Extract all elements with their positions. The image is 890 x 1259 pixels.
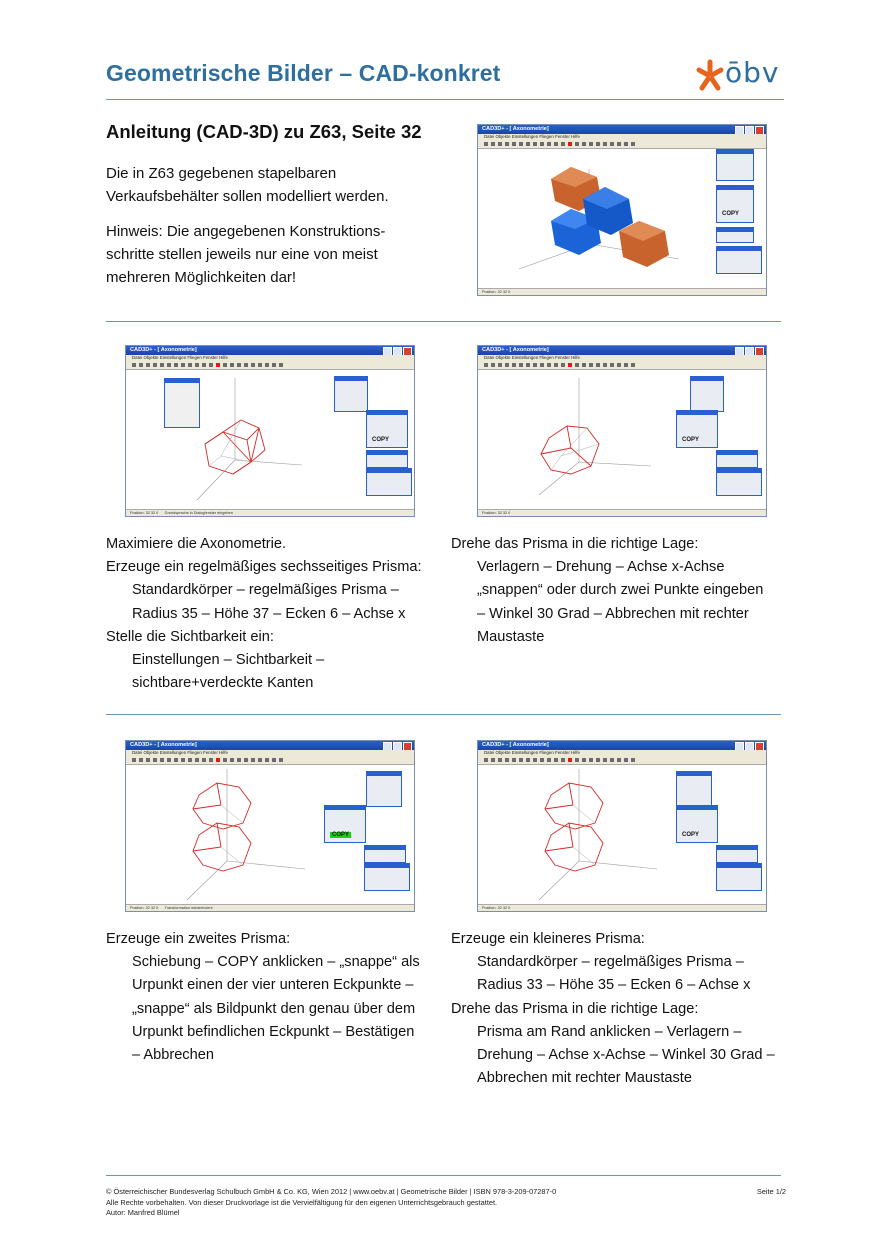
toolbar	[478, 756, 766, 765]
toolbar-icon	[167, 758, 171, 762]
step-line: Einstellungen – Sichtbarkeit –	[132, 652, 325, 669]
copy-label: COPY	[722, 211, 740, 217]
tool-palette	[366, 450, 408, 468]
tool-palette	[676, 805, 718, 843]
toolbar-icon	[209, 363, 213, 367]
toolbar-icon	[195, 363, 199, 367]
tool-palette	[716, 149, 754, 181]
toolbar-icon	[188, 363, 192, 367]
step-line: Drehe das Prisma in die richtige Lage:	[451, 536, 699, 552]
toolbar-icon	[237, 363, 241, 367]
toolbar-icon	[596, 758, 600, 762]
step-line: Maustaste	[477, 628, 545, 645]
intro-line: Verkaufsbehälter sollen modelliert werden.	[106, 188, 389, 205]
toolbar-icon	[547, 363, 551, 367]
tool-palette	[364, 845, 406, 863]
toolbar-icon	[244, 758, 248, 762]
toolbar-icon	[484, 142, 488, 146]
copy-label: COPY	[682, 832, 700, 838]
status-position: Position: 32 32 0	[130, 511, 159, 515]
toolbar-icon	[251, 758, 255, 762]
step-line: Standardkörper – regelmäßiges Prisma –	[132, 582, 399, 599]
toolbar-icon	[561, 363, 565, 367]
toolbar-icon	[575, 142, 579, 146]
toolbar-icon	[533, 142, 537, 146]
status-bar	[126, 904, 414, 911]
step3-instructions	[106, 928, 451, 1067]
toolbar-icon	[519, 758, 523, 762]
step-line: Standardkörper – regelmäßiges Prisma –	[477, 954, 744, 971]
toolbar-icon	[174, 363, 178, 367]
toolbar-icon	[554, 142, 558, 146]
toolbar-icon	[519, 363, 523, 367]
cad-screenshot-step4	[477, 740, 767, 912]
step-line: – Winkel 30 Grad – Abbrechen mit rechter	[477, 605, 749, 622]
toolbar-icon	[617, 363, 621, 367]
toolbar-icon	[575, 363, 579, 367]
toolbar-icon	[132, 758, 136, 762]
status-bar: Position: 32 32 0	[478, 904, 766, 911]
toolbar-icon	[512, 142, 516, 146]
tool-palette	[334, 376, 368, 412]
toolbar-icon	[624, 142, 628, 146]
cad-screenshot-final	[477, 124, 767, 296]
tool-palette	[366, 410, 408, 448]
intro-line: mehreren Möglichkeiten dar!	[106, 269, 297, 286]
toolbar-icon	[272, 363, 276, 367]
toolbar-icon	[589, 758, 593, 762]
toolbar-icon	[512, 758, 516, 762]
toolbar-icon	[195, 758, 199, 762]
toolbar-icon	[258, 363, 262, 367]
toolbar-icon	[244, 363, 248, 367]
tool-palette	[366, 468, 412, 496]
step2-instructions	[451, 533, 791, 649]
toolbar-icon	[230, 758, 234, 762]
menu-bar: Datei Objekte Einstellungen Fliegen Fenster Hilfe	[126, 750, 414, 756]
toolbar-icon	[582, 142, 586, 146]
toolbar-icon	[519, 142, 523, 146]
toolbar-icon	[491, 363, 495, 367]
tool-palette	[716, 185, 754, 223]
toolbar-icon	[167, 363, 171, 367]
footer	[106, 1187, 786, 1219]
intro-line: Die in Z63 gegebenen stapelbaren	[106, 165, 337, 182]
menu-bar: Datei Objekte Einstellungen Fliegen Fenster Hilfe	[478, 355, 766, 361]
toolbar-icon	[153, 363, 157, 367]
toolbar-icon	[631, 758, 635, 762]
tool-palette	[676, 771, 712, 807]
tool-palette	[364, 863, 410, 891]
logo-star-icon	[695, 58, 725, 92]
toolbar-icon	[484, 758, 488, 762]
toolbar	[126, 361, 414, 370]
toolbar-icon	[484, 363, 488, 367]
step-line: Stelle die Sichtbarkeit ein:	[106, 628, 274, 645]
status-hint: Transformation wiederholen!	[164, 906, 213, 910]
tool-palette	[690, 376, 724, 412]
tool-palette	[716, 468, 762, 496]
toolbar-icon	[209, 758, 213, 762]
toolbar-icon	[561, 758, 565, 762]
copy-label: COPY	[682, 437, 700, 443]
step-line: Urpunkt befindlichen Eckpunkt – Bestätigen	[132, 1023, 415, 1040]
tool-palette	[716, 450, 758, 468]
oebv-logo	[695, 58, 785, 92]
section-rule	[106, 714, 781, 715]
toolbar-icon	[216, 363, 220, 367]
toolbar-icon	[132, 363, 136, 367]
step-line: Drehe das Prisma in die richtige Lage:	[451, 1000, 699, 1017]
toolbar-icon	[568, 363, 572, 367]
toolbar-icon	[505, 142, 509, 146]
toolbar-icon	[610, 142, 614, 146]
toolbar-icon	[505, 363, 509, 367]
toolbar-icon	[505, 758, 509, 762]
toolbar-icon	[491, 758, 495, 762]
tool-palette	[366, 771, 402, 807]
footer-rule	[106, 1175, 781, 1176]
page-title: Anleitung (CAD-3D) zu Z63, Seite 32	[106, 121, 422, 142]
step-line: Verlagern – Drehung – Achse x-Achse	[477, 559, 725, 576]
step-line: Urpunkt einen der vier unteren Eckpunkte –	[132, 977, 414, 994]
toolbar	[478, 361, 766, 370]
intro-text	[106, 162, 456, 301]
toolbar-icon	[603, 363, 607, 367]
toolbar-icon	[533, 363, 537, 367]
toolbar-icon	[603, 142, 607, 146]
toolbar-icon	[223, 363, 227, 367]
toolbar-icon	[216, 758, 220, 762]
section-rule	[106, 321, 781, 322]
toolbar-icon	[526, 142, 530, 146]
step-line: Prisma am Rand anklicken – Verlagern –	[477, 1023, 742, 1040]
toolbar-icon	[624, 758, 628, 762]
status-bar	[126, 509, 414, 516]
toolbar-icon	[265, 363, 269, 367]
footer-copyright: © Österreichischer Bundesverlag Schulbuch GmbH & Co. KG, Wien 2012 | www.oebv.at | Geometrische Bilder | ISBN 978-3-209-07287-0	[106, 1187, 557, 1196]
toolbar-icon	[512, 363, 516, 367]
step-line: Schiebung – COPY anklicken – „snappe“ als	[132, 954, 420, 971]
cad-screenshot-step1	[125, 345, 415, 517]
status-position: Position: 32 32 0	[130, 906, 159, 910]
intro-line: Hinweis: Die angegebenen Konstruktions-	[106, 223, 386, 240]
step1-instructions	[106, 533, 446, 695]
cad-screenshot-step3	[125, 740, 415, 912]
step-line: Radius 33 – Höhe 35 – Ecken 6 – Achse x	[477, 977, 751, 994]
toolbar-icon	[533, 758, 537, 762]
toolbar-icon	[265, 758, 269, 762]
toolbar-icon	[272, 758, 276, 762]
footer-author: Autor: Manfred Blümel	[106, 1208, 180, 1217]
step-line: Erzeuge ein regelmäßiges sechsseitiges Prisma:	[106, 559, 422, 576]
tool-palette	[676, 410, 718, 448]
step-line: Maximiere die Axonometrie.	[106, 536, 287, 552]
window-title: CAD3D+ - [ Axonometrie]	[478, 125, 766, 134]
intro-line: schritte stellen jeweils nur eine von meist	[106, 246, 378, 263]
toolbar-icon	[526, 363, 530, 367]
step-line: Radius 35 – Höhe 37 – Ecken 6 – Achse x	[132, 605, 406, 622]
toolbar-icon	[547, 758, 551, 762]
step-line: sichtbare+verdeckte Kanten	[132, 675, 314, 692]
menu-bar: Datei Objekte Einstellungen Fliegen Fenster Hilfe	[126, 355, 414, 361]
toolbar-icon	[568, 142, 572, 146]
toolbar-icon	[554, 758, 558, 762]
toolbar-icon	[589, 363, 593, 367]
toolbar-icon	[279, 363, 283, 367]
toolbar-icon	[624, 363, 628, 367]
toolbar-icon	[251, 363, 255, 367]
toolbar-icon	[540, 363, 544, 367]
toolbar-icon	[589, 142, 593, 146]
toolbar-icon	[174, 758, 178, 762]
status-hint: Grundsprache in Dialogfenster eingeben	[164, 511, 233, 515]
toolbar-icon	[617, 142, 621, 146]
toolbar-icon	[526, 758, 530, 762]
toolbar-icon	[582, 758, 586, 762]
toolbar-icon	[230, 363, 234, 367]
toolbar-icon	[561, 142, 565, 146]
toolbar-icon	[498, 363, 502, 367]
toolbar	[126, 756, 414, 765]
toolbar-icon	[603, 758, 607, 762]
toolbar-icon	[202, 363, 206, 367]
toolbar-icon	[547, 142, 551, 146]
step-line: – Abbrechen	[132, 1047, 214, 1064]
toolbar-icon	[139, 363, 143, 367]
toolbar-icon	[575, 758, 579, 762]
tool-palette	[716, 863, 762, 891]
window-title: CAD3D+ - [ Axonometrie]	[478, 346, 766, 355]
window-title: CAD3D+ - [ Axonometrie]	[478, 741, 766, 750]
step-line: „snappen“ oder durch zwei Punkte eingeben	[477, 582, 764, 599]
cad-screenshot-step2	[477, 345, 767, 517]
tool-palette	[716, 845, 758, 863]
step-line: „snappe“ als Bildpunkt den genau über dem	[132, 1000, 416, 1017]
toolbar-icon	[139, 758, 143, 762]
toolbar-icon	[617, 758, 621, 762]
toolbar-icon	[223, 758, 227, 762]
step-line: Erzeuge ein zweites Prisma:	[106, 931, 291, 947]
tool-palette	[324, 805, 366, 843]
tool-palette	[716, 246, 762, 274]
step-line: Drehung – Achse x-Achse – Winkel 30 Grad –	[477, 1047, 775, 1064]
toolbar-icon	[568, 758, 572, 762]
header-rule	[106, 99, 784, 100]
toolbar-icon	[160, 363, 164, 367]
step-line: Abbrechen mit rechter Maustaste	[477, 1070, 692, 1087]
toolbar-icon	[498, 758, 502, 762]
copy-label-active: COPY	[332, 832, 350, 838]
toolbar-icon	[596, 142, 600, 146]
toolbar-icon	[540, 142, 544, 146]
status-bar: Position: 32 32 0	[478, 288, 766, 295]
step-line: Erzeuge ein kleineres Prisma:	[451, 931, 645, 947]
step4-instructions	[451, 928, 791, 1090]
menu-bar: Datei Objekte Einstellungen Fliegen Fenster Hilfe	[478, 750, 766, 756]
toolbar-icon	[181, 758, 185, 762]
toolbar-icon	[202, 758, 206, 762]
toolbar-icon	[237, 758, 241, 762]
copy-label: COPY	[372, 437, 390, 443]
toolbar-icon	[610, 758, 614, 762]
toolbar-icon	[146, 363, 150, 367]
status-bar: Position: 32 32 0	[478, 509, 766, 516]
toolbar-icon	[554, 363, 558, 367]
toolbar-icon	[258, 758, 262, 762]
header-title: Geometrische Bilder – CAD-konkret	[106, 60, 501, 86]
toolbar-icon	[146, 758, 150, 762]
toolbar-icon	[153, 758, 157, 762]
footer-rights: Alle Rechte vorbehalten. Von dieser Druckvorlage ist die Vervielfältigung für den eigenen Unterrichtsgebrauch gestattet.	[106, 1197, 498, 1207]
menu-bar: Datei Objekte Einstellungen Fliegen Fenster Hilfe	[478, 134, 766, 140]
toolbar-icon	[631, 363, 635, 367]
prism-dialog	[164, 378, 200, 428]
toolbar-icon	[596, 363, 600, 367]
toolbar-icon	[188, 758, 192, 762]
toolbar-icon	[540, 758, 544, 762]
toolbar-icon	[160, 758, 164, 762]
tool-palette	[716, 227, 754, 243]
window-title: CAD3D+ - [ Axonometrie]	[126, 346, 414, 355]
toolbar-icon	[181, 363, 185, 367]
toolbar-icon	[491, 142, 495, 146]
window-title: CAD3D+ - [ Axonometrie]	[126, 741, 414, 750]
toolbar-icon	[610, 363, 614, 367]
toolbar	[478, 140, 766, 149]
logo-text: ōbv	[725, 56, 780, 89]
toolbar-icon	[498, 142, 502, 146]
page-number: Seite 1/2	[756, 1187, 786, 1196]
toolbar-icon	[582, 363, 586, 367]
toolbar-icon	[631, 142, 635, 146]
toolbar-icon	[279, 758, 283, 762]
